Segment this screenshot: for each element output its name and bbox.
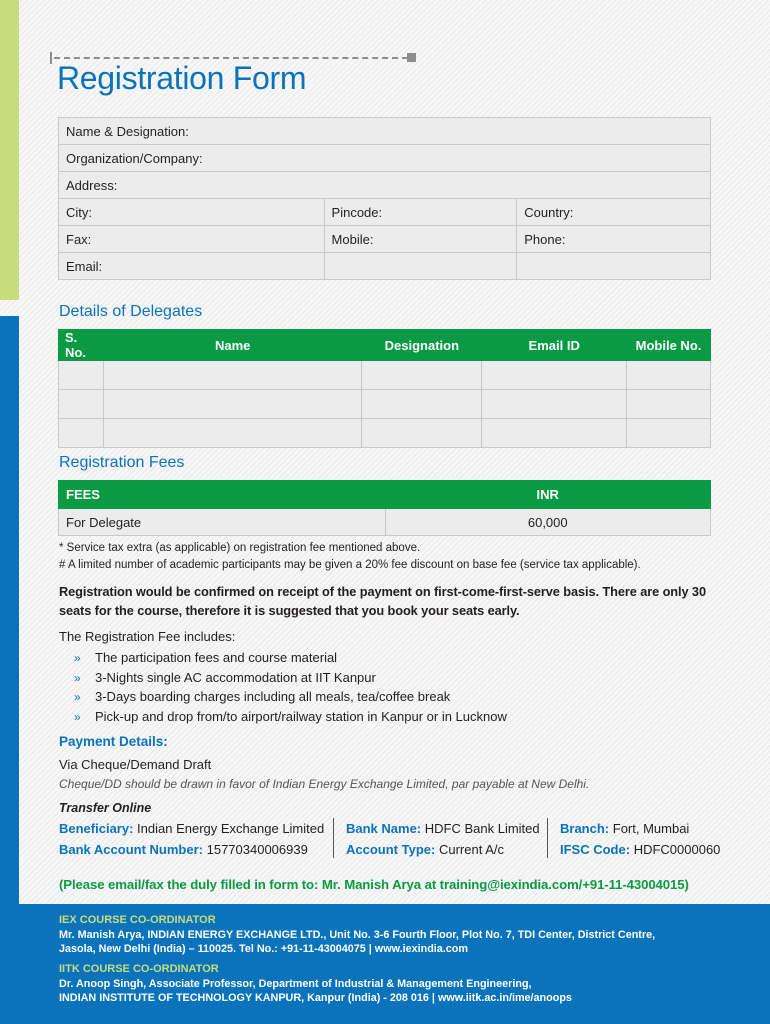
fax-field[interactable] [59, 226, 325, 253]
list-item-text: The participation fees and course material [95, 650, 338, 665]
fees-heading: Registration Fees [59, 454, 185, 471]
col-sno-header: S. No. [59, 330, 104, 361]
iitk-coordinator-heading: IITK COURSE CO-ORDINATOR [59, 963, 219, 975]
academic-discount-note: # A limited number of academic participants may be given a 20% fee discount on base fee (service tax applicable). [59, 559, 641, 571]
payment-details-title: Payment Details: [59, 734, 168, 749]
delegates-heading: Details of Delegates [59, 303, 203, 320]
col-name-header: Name [103, 330, 361, 361]
delegates-table [58, 329, 711, 448]
account-type [346, 842, 504, 857]
email-cell[interactable] [482, 419, 627, 448]
payment-via-text: Via Cheque/Demand Draft [59, 757, 212, 772]
name-cell[interactable] [103, 390, 361, 419]
bullet-arrow-icon: » [74, 651, 81, 665]
designation-cell[interactable] [362, 419, 482, 448]
form-row [59, 199, 711, 226]
name-designation-label: Name & Designation: [66, 123, 189, 139]
designation-cell[interactable] [362, 390, 482, 419]
list-item [74, 687, 507, 707]
bank-name-value: HDFC Bank Limited [424, 821, 540, 836]
list-item-text: Pick-up and drop from/to airport/railway station in Kanpur or in Lucknow [95, 708, 507, 724]
ifsc-value: HDFC0000060 [633, 842, 721, 857]
email-field[interactable] [59, 253, 325, 280]
cheque-note: Cheque/DD should be drawn in favor of Indian Energy Exchange Limited, par payable at New Delhi. [59, 777, 590, 791]
column-divider [333, 818, 334, 858]
delegate-row [59, 361, 711, 390]
fees-table [58, 480, 711, 536]
page-title: Registration Form [57, 60, 307, 96]
dash-start-tick [50, 52, 52, 64]
account-type-label: Account Type: [346, 842, 436, 857]
list-item [74, 707, 507, 727]
bullet-arrow-icon: » [74, 690, 81, 704]
pincode-label: Pincode: [331, 204, 383, 220]
col-email-header: Email ID [482, 330, 627, 361]
iex-coordinator-line1: Mr. Manish Arya, INDIAN ENERGY EXCHANGE LTD., Unit No. 3-6 Fourth Floor, Plot No. 7, TDI Center, District Centre, [59, 929, 656, 941]
mobile-field[interactable] [324, 226, 517, 253]
branch [560, 821, 689, 836]
name-designation-field[interactable] [59, 118, 711, 145]
mobile-cell[interactable] [627, 390, 711, 419]
account-number-value: 15770340006939 [206, 842, 308, 857]
country-label: Country: [524, 204, 574, 220]
fees-header-row [59, 481, 711, 509]
list-item [74, 668, 507, 688]
transfer-online-label: Transfer Online [59, 801, 152, 815]
list-item [74, 648, 507, 668]
fee-value-cell: 60,000 [385, 509, 711, 536]
iex-coordinator-heading: IEX COURSE CO-ORDINATOR [59, 914, 216, 926]
delegate-row [59, 390, 711, 419]
bullet-arrow-icon: » [74, 709, 81, 724]
phone-label: Phone: [524, 231, 566, 247]
mobile-label: Mobile: [331, 231, 374, 247]
email-cell[interactable] [482, 361, 627, 390]
empty-cell [324, 253, 517, 280]
bank-name [346, 821, 540, 836]
email-cell[interactable] [482, 390, 627, 419]
service-tax-note: * Service tax extra (as applicable) on registration fee mentioned above. [59, 542, 421, 554]
country-field[interactable] [517, 199, 711, 226]
left-accent-bar-green [0, 0, 19, 300]
includes-list [74, 648, 507, 726]
city-field[interactable] [59, 199, 325, 226]
form-row [59, 172, 711, 199]
iitk-coordinator-line2: INDIAN INSTITUTE OF TECHNOLOGY KANPUR, Kanpur (India) - 208 016 | www.iitk.ac.in/ime/anoops [59, 992, 572, 1004]
iitk-coordinator-line1: Dr. Anoop Singh, Associate Professor, Department of Industrial & Management Engineering, [59, 978, 532, 990]
organization-field[interactable] [59, 145, 711, 172]
col-mobile-header: Mobile No. [627, 330, 711, 361]
name-cell[interactable] [103, 361, 361, 390]
account-number-label: Bank Account Number: [59, 842, 203, 857]
empty-cell [517, 253, 711, 280]
account-number [59, 842, 308, 857]
form-row [59, 145, 711, 172]
dash-line [54, 57, 408, 59]
mobile-cell[interactable] [627, 361, 711, 390]
form-row [59, 118, 711, 145]
address-label: Address: [66, 177, 118, 193]
address-field[interactable] [59, 172, 711, 199]
dash-end-square [407, 53, 416, 62]
delegate-row [59, 419, 711, 448]
column-divider [547, 818, 548, 858]
city-label: City: [66, 204, 92, 220]
sno-cell[interactable] [59, 419, 104, 448]
delegates-header-row [59, 330, 711, 361]
name-cell[interactable] [103, 419, 361, 448]
ifsc [560, 842, 720, 857]
list-item-text: 3-Days boarding charges including all meals, tea/coffee break [95, 689, 451, 704]
sno-cell[interactable] [59, 361, 104, 390]
includes-title: The Registration Fee includes: [59, 629, 236, 644]
registration-form-table [58, 117, 711, 280]
iex-coordinator-line2: Jasola, New Delhi (India) – 110025. Tel No.: +91-11-43004075 | www.iexindia.com [59, 943, 468, 955]
form-row [59, 226, 711, 253]
fees-row [59, 509, 711, 536]
beneficiary-value: Indian Energy Exchange Limited [137, 821, 325, 836]
confirmation-notice: Registration would be confirmed on receipt of the payment on first-come-first-serve basis. There are only 30 seats for the course, therefore it is suggested that you book your seats early. [59, 584, 706, 618]
footer [0, 904, 770, 1024]
col-designation-header: Designation [362, 330, 482, 361]
fax-label: Fax: [66, 231, 92, 247]
bank-name-label: Bank Name: [346, 821, 422, 836]
form-row [59, 253, 711, 280]
account-type-value: Current A/c [438, 842, 504, 857]
beneficiary-label: Beneficiary: [59, 821, 134, 836]
sno-cell[interactable] [59, 390, 104, 419]
branch-value: Fort, Mumbai [612, 821, 690, 836]
inr-col-header: INR [385, 481, 711, 509]
email-instruction: (Please email/fax the duly filled in form to: Mr. Manish Arya at training@iexindia.com/+91-11-43004015) [59, 877, 689, 892]
phone-field[interactable] [517, 226, 711, 253]
fee-label-cell: For Delegate [59, 509, 386, 536]
list-item-text: 3-Nights single AC accommodation at IIT Kanpur [95, 669, 376, 685]
organization-label: Organization/Company: [66, 150, 203, 166]
mobile-cell[interactable] [627, 419, 711, 448]
fees-col-header: FEES [59, 481, 386, 509]
branch-label: Branch: [560, 821, 610, 836]
designation-cell[interactable] [362, 361, 482, 390]
bullet-arrow-icon: » [74, 670, 81, 685]
ifsc-label: IFSC Code: [560, 842, 631, 857]
email-label: Email: [66, 258, 103, 274]
beneficiary [59, 821, 324, 836]
pincode-field[interactable] [324, 199, 517, 226]
